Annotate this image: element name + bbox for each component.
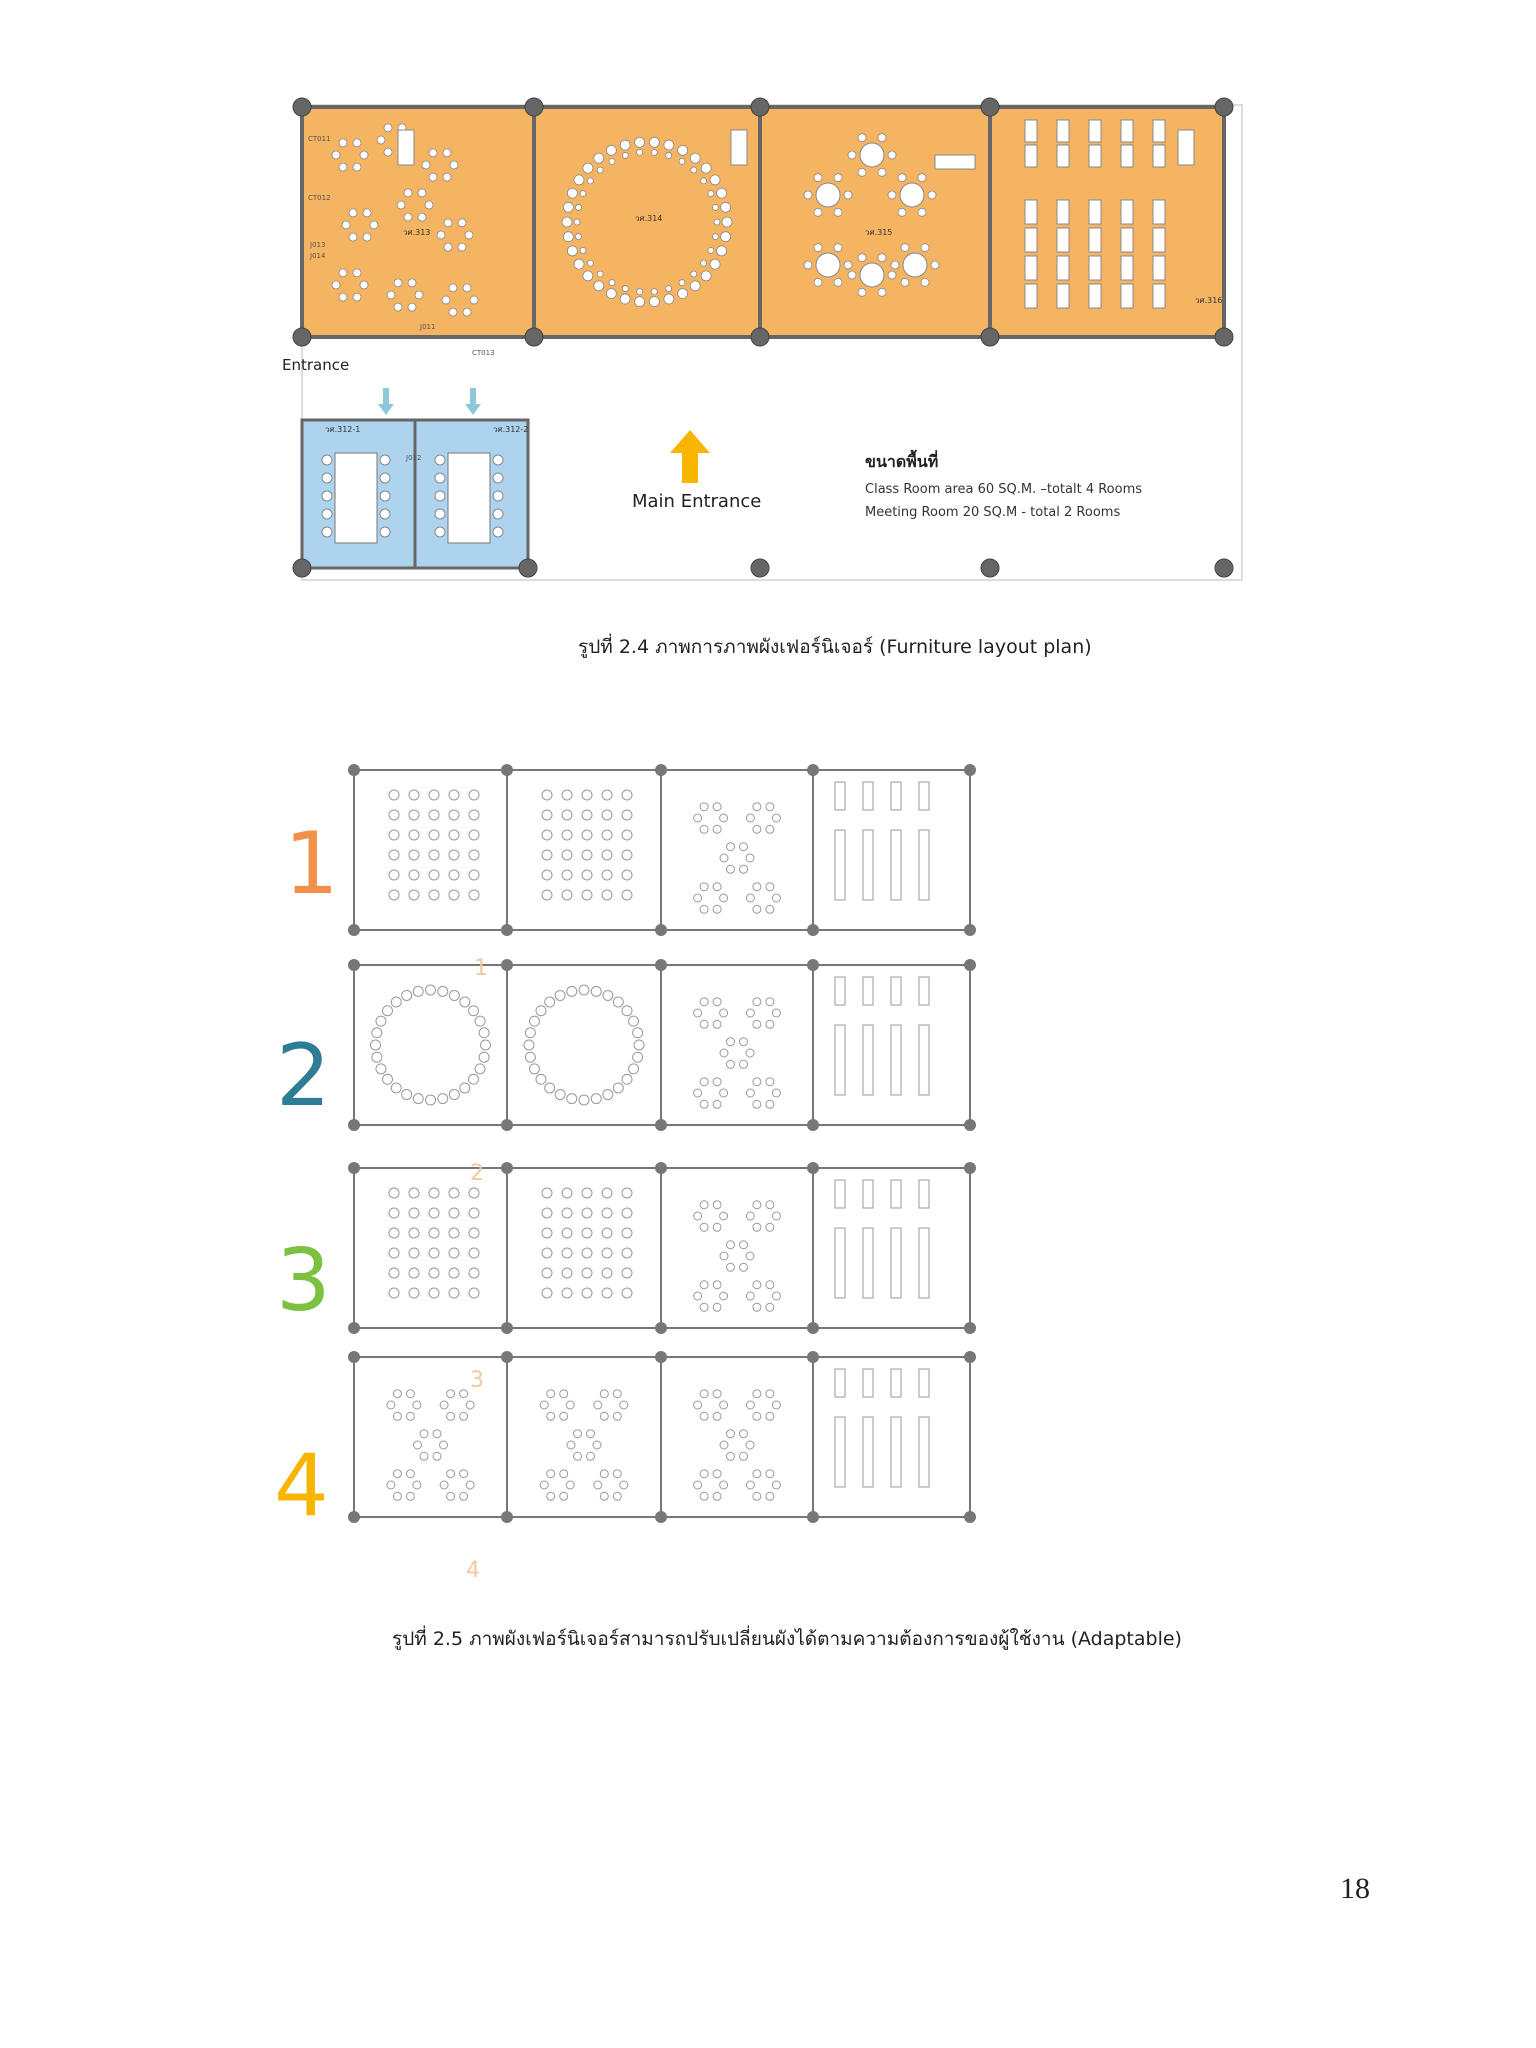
furniture-code: CT011 — [308, 135, 331, 143]
variant-small-label: 4 — [466, 1558, 480, 1583]
furniture-code: CT012 — [308, 194, 331, 202]
column-marker — [751, 98, 769, 116]
column-marker — [981, 328, 999, 346]
variant-small-label: 3 — [470, 1368, 484, 1393]
adaptable-layouts — [260, 760, 1160, 1600]
variant-small-label: 2 — [470, 1161, 484, 1186]
classroom-row — [302, 107, 1224, 337]
area-classroom-text: Class Room area 60 SQ.M. –totalt 4 Rooms — [865, 482, 1143, 497]
furniture-code: J011 — [420, 323, 436, 331]
variant-number: 1 — [284, 814, 339, 914]
area-meeting-text: Meeting Room 20 SQ.M - total 2 Rooms — [865, 505, 1121, 520]
column-marker — [751, 328, 769, 346]
variant-small-label: 1 — [474, 956, 488, 981]
figure-caption-2-4: รูปที่ 2.4 ภาพการภาพผังเฟอร์นิเจอร์ (Furniture layout plan) — [578, 636, 1092, 658]
column-marker — [1215, 328, 1233, 346]
room-label: วศ.312-2 — [493, 425, 529, 434]
page-number: 18 — [1340, 1872, 1370, 1905]
main-entrance-arrow-icon — [670, 430, 710, 483]
column-marker — [981, 98, 999, 116]
column-marker — [525, 98, 543, 116]
variant-number: 2 — [276, 1026, 331, 1126]
room-label: วศ.312-1 — [325, 425, 361, 434]
variant-number: 3 — [276, 1231, 331, 1331]
furniture-layout-plan — [280, 95, 1270, 595]
entrance-arrow-icon — [378, 388, 394, 415]
plan-variant — [348, 1351, 976, 1523]
column-marker — [1215, 98, 1233, 116]
column-marker — [293, 328, 311, 346]
plan-variant — [348, 959, 976, 1131]
figure-caption-2-5: รูปที่ 2.5 ภาพผังเฟอร์นิเจอร์สามารถปรับเปลี่ยนผังได้ตามความต้องการของผู้ใช้งาน (Adaptable) — [392, 1628, 1182, 1650]
column-marker — [293, 559, 311, 577]
room-label: วศ.316 — [1195, 296, 1223, 305]
column-marker — [293, 98, 311, 116]
room-label: วศ.315 — [865, 228, 893, 237]
variant-number: 4 — [274, 1436, 329, 1536]
room-label: วศ.314 — [635, 214, 663, 223]
area-heading: ขนาดพื้นที่ — [865, 452, 939, 471]
main-entrance-label: Main Entrance — [632, 491, 762, 512]
furniture-code: J013 — [310, 241, 326, 249]
plan-variant — [348, 764, 976, 936]
column-marker — [981, 559, 999, 577]
plan-variant — [348, 1162, 976, 1334]
entrance-label: Entrance — [282, 356, 350, 374]
column-marker — [1215, 559, 1233, 577]
furniture-code: J012 — [406, 454, 422, 462]
room-label: วศ.313 — [403, 228, 431, 237]
furniture-code: CT013 — [472, 349, 495, 357]
column-marker — [519, 559, 537, 577]
furniture-code: J014 — [310, 252, 326, 260]
entrance-arrow-icon — [465, 388, 481, 415]
column-marker — [751, 559, 769, 577]
column-marker — [525, 328, 543, 346]
